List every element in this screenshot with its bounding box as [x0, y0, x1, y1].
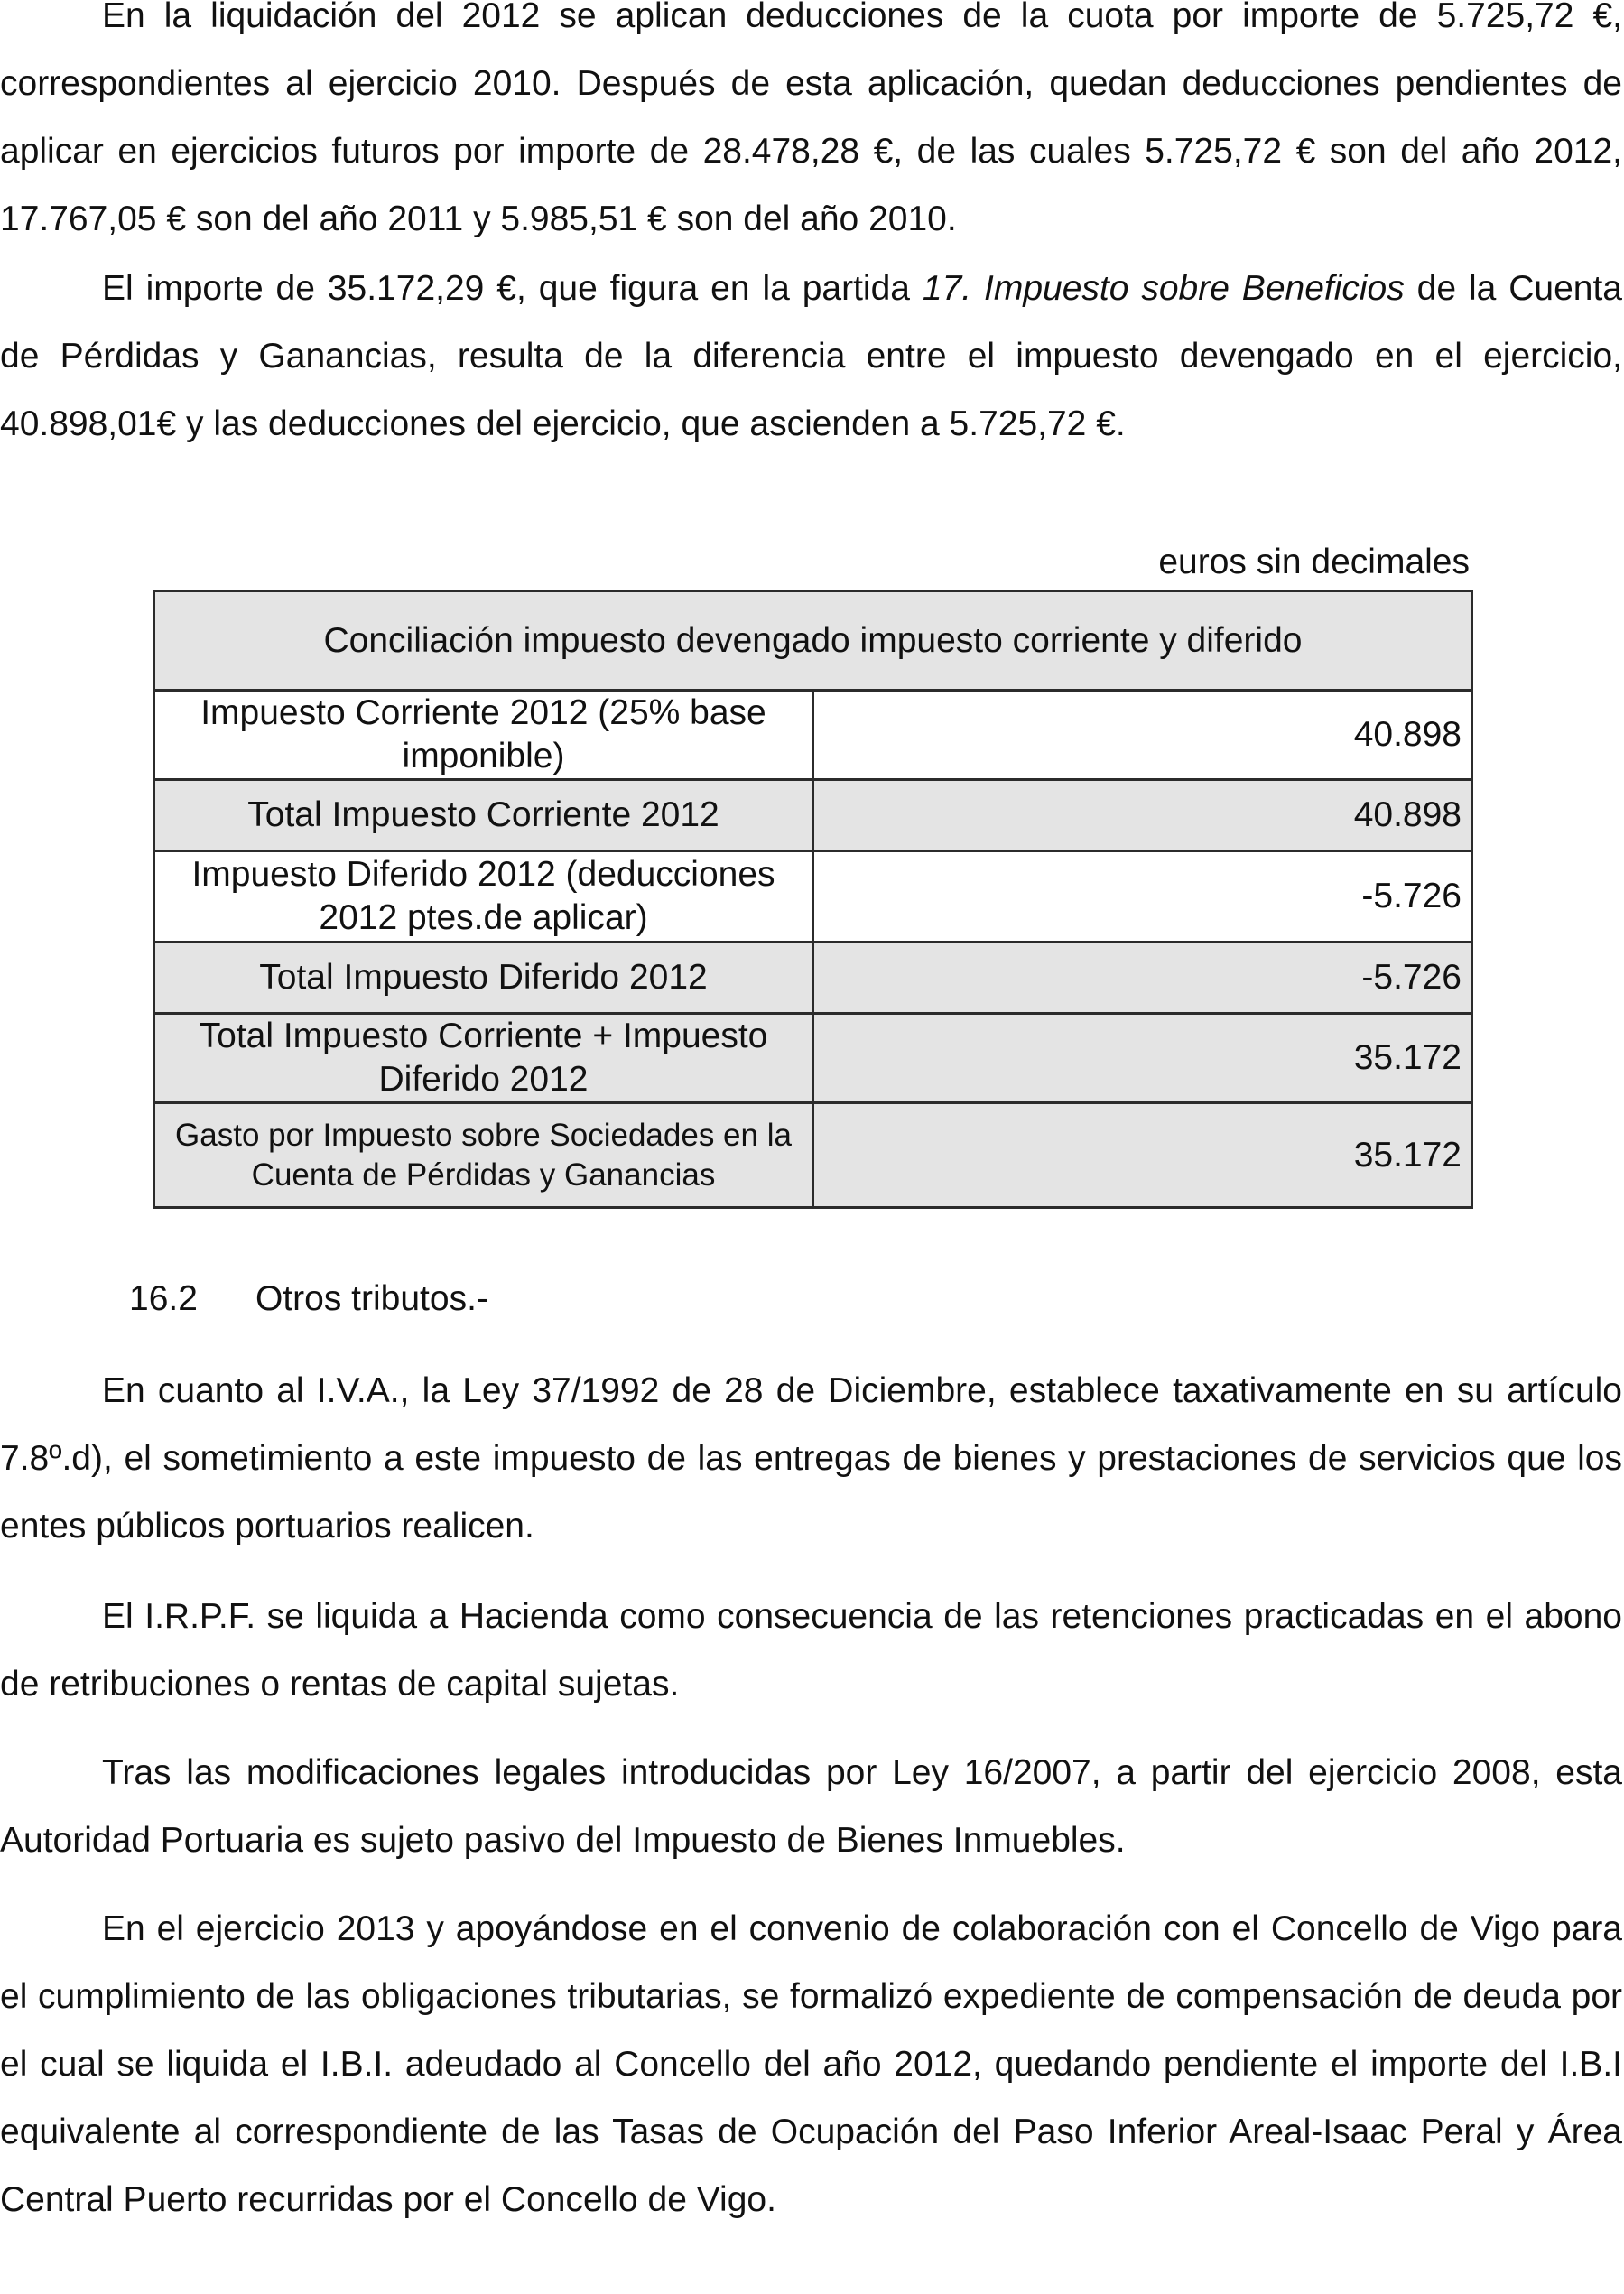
- section-title: Otros tributos.-: [255, 1279, 488, 1318]
- row-label: Total Impuesto Diferido 2012: [154, 943, 813, 1014]
- table-row: [154, 943, 1472, 1014]
- paragraph-tax-amount: [0, 255, 1622, 458]
- paragraph-irpf: El I.R.P.F. se liquida a Hacienda como consecuencia de las retenciones practicadas en el abono de retribuciones o rentas de capital sujetas.: [0, 1597, 1622, 1704]
- row-label: Total Impuesto Corriente + Impuesto Diferido 2012: [154, 1014, 813, 1103]
- table-unit-note: euros sin decimales: [1158, 543, 1470, 581]
- paragraph-deductions: En la liquidación del 2012 se aplican deducciones de la cuota por importe de 5.725,72 €, correspondientes al ejercicio 2010. Después de esta aplicación, quedan deducciones pendientes de aplicar en ejercicios futuros por importe de 28.478,28 €, de las cuales 5.725,72 € son del año 2012, 17.767,05 € son del año 2011 y 5.985,51 € son del año 2010.: [0, 0, 1622, 238]
- paragraph-ibi-law: Tras las modificaciones legales introducidas por Ley 16/2007, a partir del ejercicio 2008, esta Autoridad Portuaria es sujeto pasivo del Impuesto de Bienes Inmuebles.: [0, 1753, 1622, 1860]
- table-title: Conciliación impuesto devengado impuesto corriente y diferido: [154, 591, 1472, 691]
- row-label: Impuesto Diferido 2012 (deducciones 2012 ptes.de aplicar): [154, 851, 813, 943]
- row-label: Impuesto Corriente 2012 (25% base imponible): [154, 691, 813, 780]
- table-row: [154, 691, 1472, 780]
- table-row: [154, 780, 1472, 851]
- paragraph-ibi-concello: En el ejercicio 2013 y apoyándose en el convenio de colaboración con el Concello de Vigo para el cumplimiento de las obligaciones tributarias, se formalizó expediente de compensación de deuda por el cual se liquida el I.B.I. adeudado al Concello del año 2012, quedando pendiente el importe del I.B.I equivalente al correspondiente de las Tasas de Ocupación del Paso Inferior Areal-Isaac Peral y Área Central Puerto recurridas por el Concello de Vigo.: [0, 1909, 1622, 2219]
- row-value: -5.726: [813, 943, 1472, 1014]
- row-label: Gasto por Impuesto sobre Sociedades en la Cuenta de Pérdidas y Ganancias: [154, 1103, 813, 1208]
- paragraph-tax-amount-item: 17. Impuesto sobre Beneficios: [922, 269, 1405, 308]
- table-header-row: [154, 591, 1472, 691]
- tax-reconciliation-table: [153, 590, 1473, 1209]
- row-label: Total Impuesto Corriente 2012: [154, 780, 813, 851]
- paragraph-iva: En cuanto al I.V.A., la Ley 37/1992 de 28 de Diciembre, establece taxativamente en su artículo 7.8º.d), el sometimiento a este impuesto de las entregas de bienes y prestaciones de servicios que los entes públicos portuarios realicen.: [0, 1371, 1622, 1546]
- row-value: 40.898: [813, 691, 1472, 780]
- section-heading: [129, 1274, 488, 1324]
- table-row: [154, 1014, 1472, 1103]
- paragraph-tax-amount-end: de la Cuenta de Pérdidas y Ganancias, resulta de la diferencia entre el impuesto devengado en el ejercicio, 40.898,01€ y las deducciones del ejercicio, que ascienden a 5.725,72 €.: [0, 269, 1622, 443]
- row-value: 40.898: [813, 780, 1472, 851]
- row-value: 35.172: [813, 1103, 1472, 1208]
- row-value: -5.726: [813, 851, 1472, 943]
- table-row: [154, 1103, 1472, 1208]
- table-row: [154, 851, 1472, 943]
- row-value: 35.172: [813, 1014, 1472, 1103]
- section-number: 16.2: [129, 1279, 198, 1318]
- paragraph-tax-amount-start: El importe de 35.172,29 €, que figura en la partida: [102, 269, 923, 308]
